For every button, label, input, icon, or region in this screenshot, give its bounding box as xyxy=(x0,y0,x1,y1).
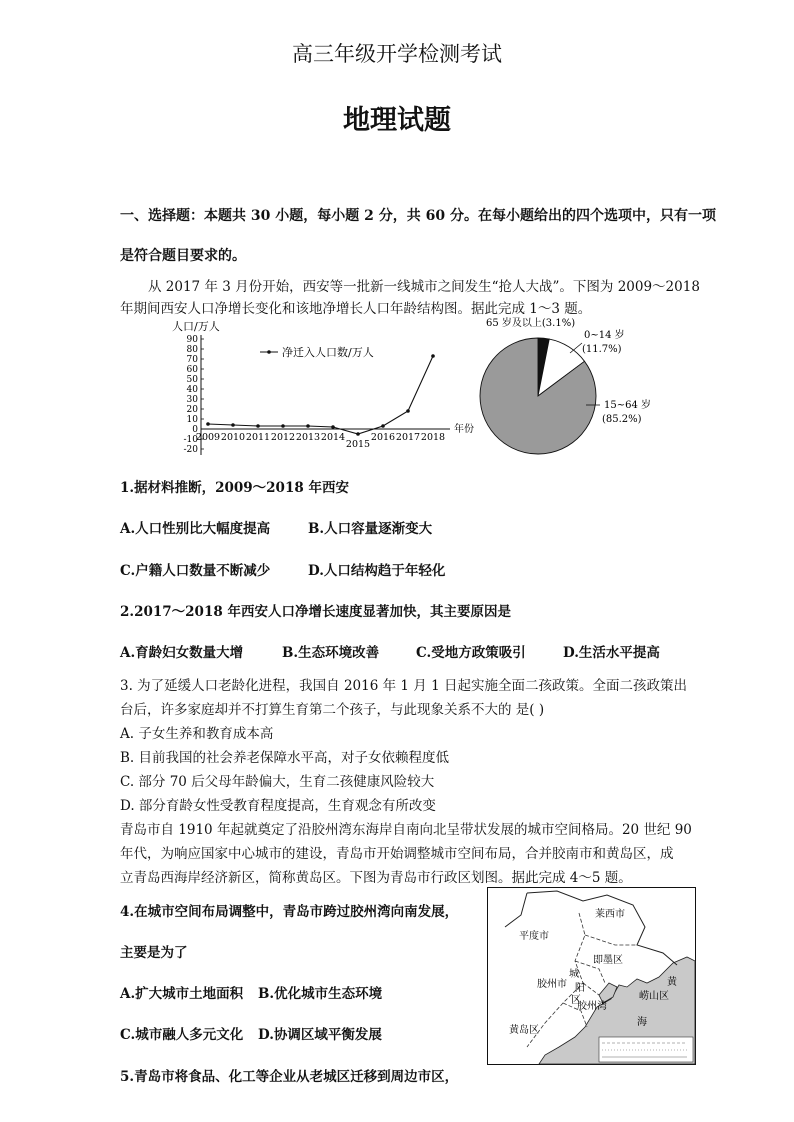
passage2-line1: 青岛市自 1910 年起就奠定了沿胶州湾东海岸自南向北呈带状发展的城市空间格局。20 世纪 90 xyxy=(120,822,692,838)
pie-pct-15-64: (85.2%) xyxy=(602,414,642,425)
pie-slices xyxy=(480,338,596,454)
x-tick-label: 2013 xyxy=(295,432,321,443)
y-tick-label: 50 xyxy=(186,375,198,385)
q4-option-a: A.扩大城市土地面积 xyxy=(120,986,244,1002)
x-tick-label: 2017 xyxy=(395,432,421,443)
y-axis-label: 人口/万人 xyxy=(172,320,220,333)
q3-option-b: B. 目前我国的社会养老保障水平高，对子女依赖程度低 xyxy=(120,750,450,766)
x-tick-label: 2015 xyxy=(345,439,371,450)
section-heading-line1: 一、选择题：本题共 30 小题，每小题 2 分，共 60 分。在每小题给出的四个选项中，只有一项 xyxy=(120,208,716,224)
exam-title: 高三年级开学检测考试 xyxy=(292,42,502,66)
series-points xyxy=(206,354,435,436)
map-label-jiaozhouwan: 胶州湾 xyxy=(577,1001,607,1012)
y-tick-label: 0 xyxy=(192,425,198,435)
y-tick-label: -10 xyxy=(183,435,198,445)
q1-option-c: C.户籍人口数量不断减少 xyxy=(120,563,271,579)
q5-stem: 5.青岛市将食品、化工等企业从老城区迁移到周边市区， xyxy=(120,1069,459,1085)
x-tick-label: 2014 xyxy=(320,432,346,443)
pie-label-0-14: 0~14 岁 xyxy=(584,330,625,341)
data-point xyxy=(256,424,260,428)
x-tick-label: 2009 xyxy=(195,432,221,443)
q4-stem-line2: 主要是为了 xyxy=(120,945,188,961)
data-point xyxy=(206,422,210,426)
x-tick-label: 2016 xyxy=(370,432,396,443)
q4-option-c: C.城市融人多元文化 xyxy=(120,1027,244,1043)
y-tick-label: 90 xyxy=(186,335,198,345)
q1-stem: 1.据材料推断，2009～2018 年西安 xyxy=(120,480,349,496)
y-tick-label: 60 xyxy=(186,365,198,375)
q4-option-d: D.协调区域平衡发展 xyxy=(258,1027,382,1043)
y-tick-label: 80 xyxy=(186,345,198,355)
passage2-line2: 年代，为响应国家中心城市的建设，青岛市开始调整城市空间布局，合并胶南市和黄岛区，成 xyxy=(120,846,674,862)
y-tick-label: 40 xyxy=(186,385,198,395)
x-axis-label: 年份 xyxy=(454,424,474,435)
pie-label-65plus: 65 岁及以上(3.1%) xyxy=(486,318,576,329)
q3-option-c: C. 部分 70 后父母年龄偏大，生育二孩健康风险较大 xyxy=(120,774,435,790)
x-tick-label: 2010 xyxy=(220,432,246,443)
data-point xyxy=(281,424,285,428)
x-tick-label: 2018 xyxy=(420,432,446,443)
q2-option-b: B.生态环境改善 xyxy=(282,645,380,661)
data-point xyxy=(406,409,410,413)
map-label-yang: 阳 xyxy=(575,983,585,994)
map-label-jiaozhou: 胶州市 xyxy=(537,979,567,990)
q1-option-a: A.人口性别比大幅度提高 xyxy=(120,521,271,537)
y-tick-label: 10 xyxy=(186,415,198,425)
passage1-line1: 从 2017 年 3 月份开始，西安等一批新一线城市之间发生“抢人大战”。下图为 2009～2018 xyxy=(148,279,700,295)
q2-option-a: A.育龄妇女数量大增 xyxy=(120,645,244,661)
q1-option-d: D.人口结构趋于年轻化 xyxy=(308,563,446,579)
passage2-line3: 立青岛西海岸经济新区，简称黄岛区。下图为青岛市行政区划图。据此完成 4～5 题。 xyxy=(120,870,632,886)
data-point xyxy=(381,424,385,428)
map-legend-box xyxy=(599,1037,693,1062)
data-point xyxy=(356,432,360,436)
q3-option-d: D. 部分育龄女性受教育程度提高，生育观念有所改变 xyxy=(120,798,436,814)
pie-label-15-64: 15~64 岁 xyxy=(604,400,652,411)
map-label-pingdu: 平度市 xyxy=(519,931,549,942)
q1-option-b: B.人口容量逐渐变大 xyxy=(308,521,433,537)
map-label-qu: 区 xyxy=(571,995,581,1006)
q3-stem-line1: 3. 为了延缓人口老龄化进程，我国自 2016 年 1 月 1 日起实施全面二孩政策。全面二孩政策出 xyxy=(120,678,687,694)
q2-option-c: C.受地方政策吸引 xyxy=(416,645,526,661)
x-tick-label: 2012 xyxy=(270,432,296,443)
data-point xyxy=(231,423,235,427)
legend-label: 净迁入人口数/万人 xyxy=(282,346,374,359)
y-tick-label: 70 xyxy=(186,355,198,365)
x-ticks xyxy=(196,432,445,450)
data-point xyxy=(306,424,310,428)
legend-marker xyxy=(267,350,271,354)
subject-title: 地理试题 xyxy=(343,105,451,136)
passage1-line2: 年期间西安人口净增长变化和该地净增长人口年龄结构图。据此完成 1～3 题。 xyxy=(120,301,592,317)
q2-stem: 2.2017～2018 年西安人口净增长速度显著加快，其主要原因是 xyxy=(120,604,511,620)
data-point xyxy=(331,425,335,429)
qingdao-district-map xyxy=(487,887,696,1065)
age-structure-pie-chart xyxy=(478,313,708,463)
map-label-hai: 海 xyxy=(637,1017,647,1028)
series-line xyxy=(208,356,433,434)
y-tick-label: -20 xyxy=(183,445,198,455)
y-tick-label: 20 xyxy=(186,405,198,415)
q2-option-d: D.生活水平提高 xyxy=(563,645,660,661)
map-label-huang: 黄 xyxy=(667,977,677,988)
section-heading-line2: 是符合题目要求的。 xyxy=(120,248,246,264)
q4-stem-line1: 4.在城市空间布局调整中，青岛市跨过胶州湾向南发展， xyxy=(120,904,459,920)
map-label-cheng: 城 xyxy=(569,969,579,980)
net-migration-line-chart xyxy=(158,318,490,460)
y-tick-label: 30 xyxy=(186,395,198,405)
map-label-laixi: 莱西市 xyxy=(595,909,625,920)
q4-option-b: B.优化城市生态环境 xyxy=(258,986,383,1002)
map-label-huangdao: 黄岛区 xyxy=(509,1025,539,1036)
q3-stem-line2: 台后，许多家庭却并不打算生育第二个孩子，与此现象关系不大的 是( ) xyxy=(120,702,545,718)
x-tick-label: 2011 xyxy=(245,432,271,443)
q3-option-a: A. 子女生养和教育成本高 xyxy=(120,726,274,742)
data-point xyxy=(431,354,435,358)
map-label-laoshan: 崂山区 xyxy=(639,991,669,1002)
pie-pct-0-14: (11.7%) xyxy=(582,344,622,355)
map-label-jimo: 即墨区 xyxy=(593,955,623,966)
